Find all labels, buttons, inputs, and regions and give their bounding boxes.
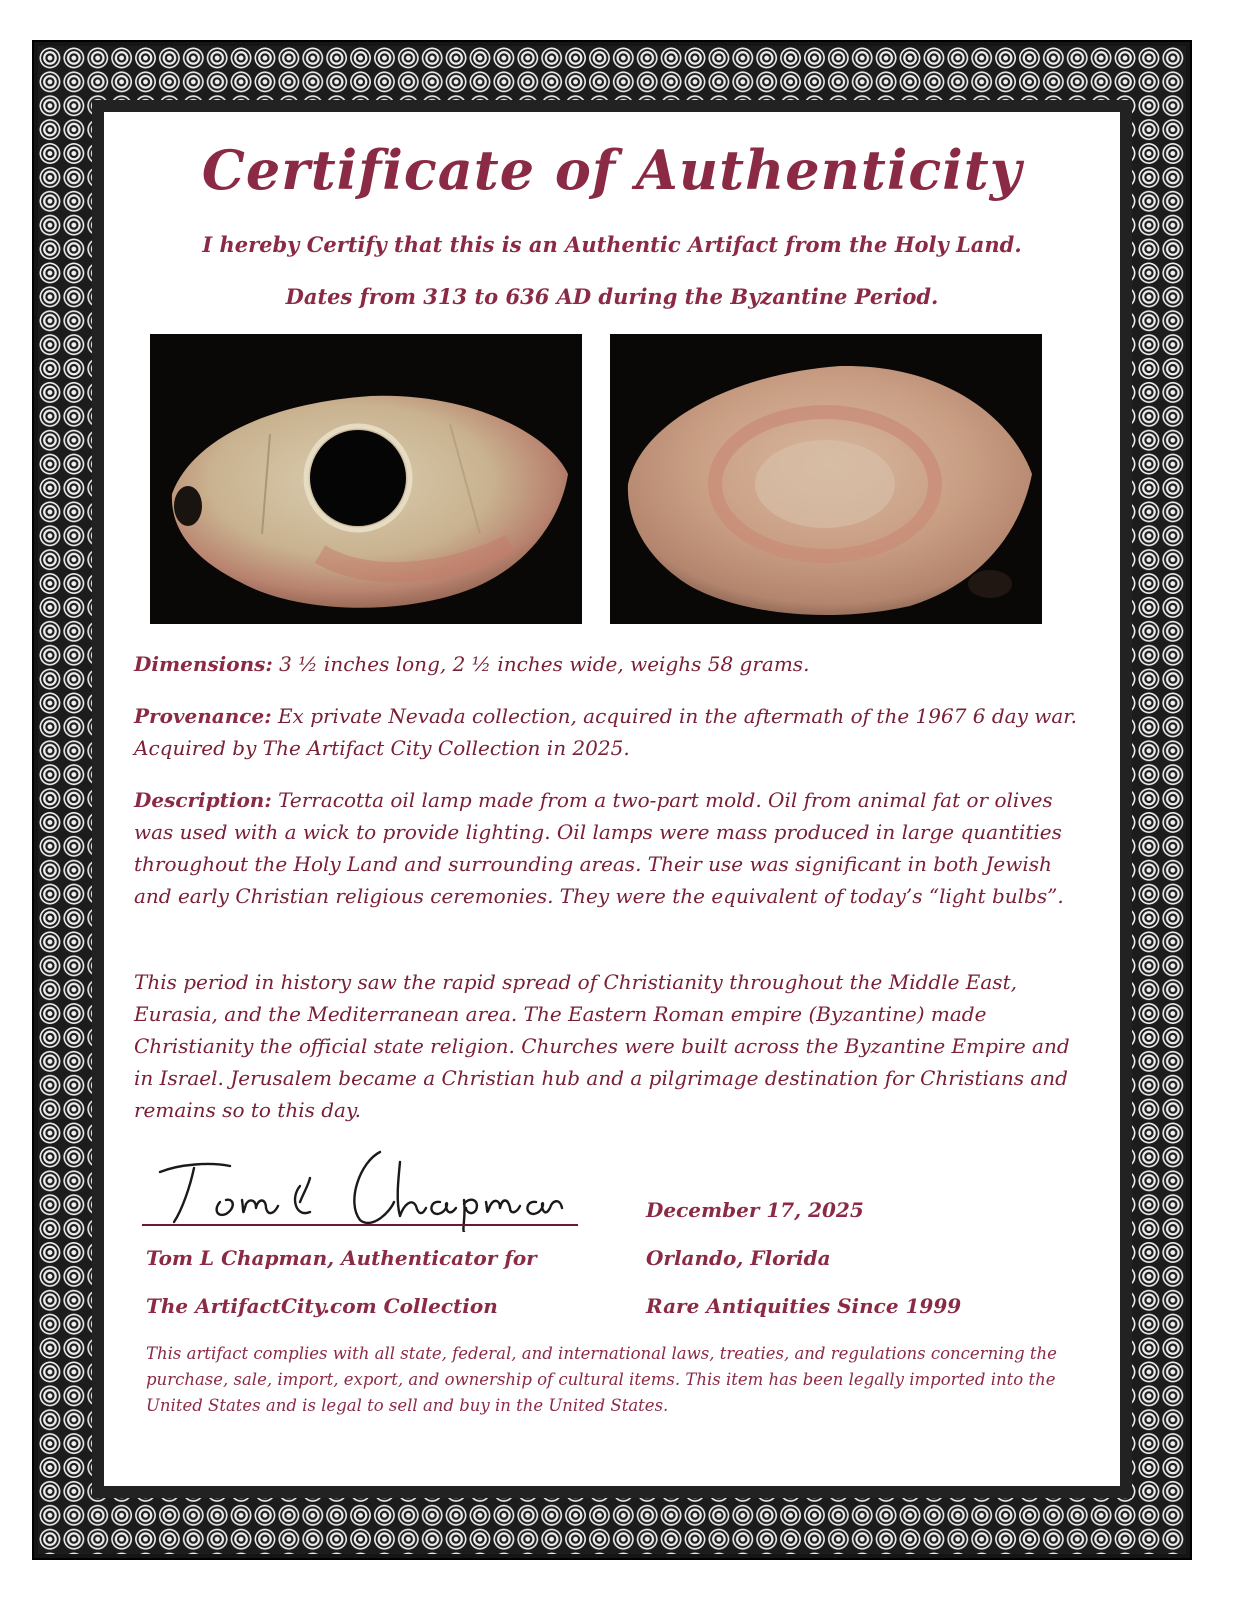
handwritten-signature — [150, 1142, 570, 1232]
dates-statement: Dates from 313 to 636 AD during the Byzantine Period. — [285, 284, 939, 309]
certify-statement: I hereby Certify that this is an Authentic Artifact from the Holy Land. — [202, 232, 1022, 257]
certificate-date: December 17, 2025 — [646, 1198, 864, 1222]
authenticator-name: Tom L Chapman, Authenticator for — [146, 1246, 537, 1270]
description-label: Description: — [134, 788, 272, 812]
dimensions-paragraph — [134, 648, 1094, 680]
lamp-photo-top — [150, 334, 582, 624]
history-paragraph: This period in history saw the rapid spread of Christianity throughout the Middle East, Eurasia, and the Mediterranean area. The Eastern Roman empire (Byzantine) made Christianity the official state religion. Churches were built across the Byzantine Empire and in Israel. Jerusalem became a Christian hub and a pilgrimage destination for Christians and remains so to this day. — [134, 970, 1070, 1122]
lamp-photo-bottom — [610, 334, 1042, 624]
provenance-text: Ex private Nevada collection, acquired in the aftermath of the 1967 6 day war. Acquired by The Artifact City Collection in 2025. — [134, 704, 1078, 760]
certificate-location: Orlando, Florida — [646, 1246, 831, 1270]
provenance-paragraph — [134, 700, 1094, 764]
provenance-label: Provenance: — [134, 704, 272, 728]
certificate-title: Certificate of Authenticity — [201, 138, 1023, 202]
legal-compliance-note: This artifact complies with all state, federal, and international laws, treaties, and regulations concerning the purchase, sale, import, export, and ownership of cultural items. This item has been legally imported into the United States and is legal to sell and buy in the United States. — [146, 1344, 1057, 1415]
signature-line — [142, 1224, 578, 1226]
dimensions-text: 3 ½ inches long, 2 ½ inches wide, weighs 58 grams. — [272, 652, 810, 676]
business-tagline: Rare Antiquities Since 1999 — [646, 1294, 962, 1318]
dimensions-label: Dimensions: — [134, 652, 273, 676]
description-text: Terracotta oil lamp made from a two-part mold. Oil from animal fat or olives was used with a wick to provide lighting. Oil lamps were mass produced in large quantities throughout the Holy Land and surrounding areas. Their use was significant in both Jewish and early Christian religious ceremonies. They were the equivalent of today’s “light bulbs”. — [134, 788, 1064, 908]
description-paragraph — [134, 784, 1094, 912]
collection-name: The ArtifactCity.com Collection — [146, 1294, 498, 1318]
